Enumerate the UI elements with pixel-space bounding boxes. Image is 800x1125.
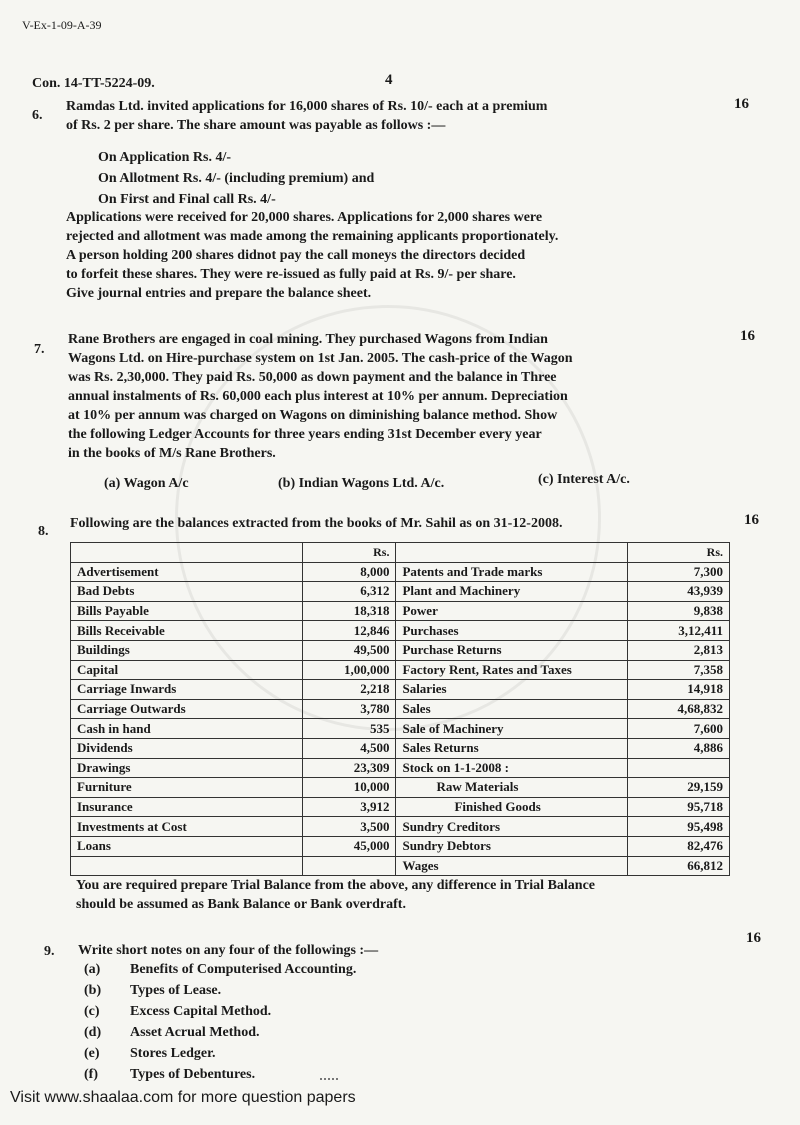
q6-payment: On First and Final call Rs. 4/- — [98, 192, 276, 207]
q6-body-line: Applications were received for 20,000 shares. Applications for 2,000 shares were — [66, 210, 543, 225]
list-item-text: Stores Ledger. — [130, 1046, 216, 1061]
list-item-text: Types of Lease. — [130, 983, 222, 998]
q6-body-line: Give journal entries and prepare the balance sheet. — [66, 286, 372, 301]
table-cell: 7,600 — [628, 719, 730, 739]
table-row — [71, 758, 730, 778]
q9-list — [84, 962, 356, 1088]
table-cell: 82,476 — [628, 836, 730, 856]
q7-line: at 10% per annum was charged on Wagons on diminishing balance method. Show — [68, 408, 558, 423]
table-header-cell — [71, 543, 303, 563]
table-header-cell — [396, 543, 628, 563]
q9-marks: 16 — [746, 930, 761, 946]
list-item-key: (e) — [84, 1046, 100, 1061]
q7-number: 7. — [34, 342, 45, 357]
con-number: Con. 14-TT-5224-09. — [32, 76, 155, 91]
table-cell: 4,68,832 — [628, 699, 730, 719]
table-cell: 95,498 — [628, 817, 730, 837]
table-cell: Salaries — [396, 680, 628, 700]
q7-line: the following Ledger Accounts for three years ending 31st December every year — [68, 427, 542, 442]
table-cell: Sundry Creditors — [396, 817, 628, 837]
table-cell: Factory Rent, Rates and Taxes — [396, 660, 628, 680]
table-cell: 3,500 — [302, 817, 396, 837]
table-cell: Wages — [396, 856, 628, 876]
table-cell: 45,000 — [302, 836, 396, 856]
q8-intro: Following are the balances extracted from the books of Mr. Sahil as on 31-12-2008. — [70, 516, 563, 531]
table-cell: Raw Materials — [396, 778, 628, 798]
table-cell: Stock on 1-1-2008 : — [396, 758, 628, 778]
q8-marks: 16 — [744, 512, 759, 528]
q6-payment: On Allotment Rs. 4/- (including premium) and — [98, 171, 375, 186]
table-cell: Sales — [396, 699, 628, 719]
list-item-text: Asset Acrual Method. — [130, 1025, 260, 1040]
table-cell: 49,500 — [302, 640, 396, 660]
table-cell: Advertisement — [71, 562, 303, 582]
q8-after-line: should be assumed as Bank Balance or Bank overdraft. — [76, 897, 406, 912]
table-header-cell: Rs. — [302, 543, 396, 563]
table-cell: Plant and Machinery — [396, 582, 628, 602]
table-header-cell: Rs. — [628, 543, 730, 563]
table-cell: 3,912 — [302, 797, 396, 817]
divider — [320, 1078, 338, 1080]
q8-after-line: You are required prepare Trial Balance from the above, any difference in Trial Balance — [76, 878, 596, 893]
table-cell: Carriage Outwards — [71, 699, 303, 719]
q6-line: of Rs. 2 per share. The share amount was payable as follows :— — [66, 118, 446, 133]
table-row — [71, 621, 730, 641]
q7-line: annual instalments of Rs. 60,000 each plus interest at 10% per annum. Depreciation — [68, 389, 568, 404]
q8-number: 8. — [38, 524, 49, 539]
list-item — [84, 1046, 356, 1067]
q7-option-a: (a) Wagon A/c — [104, 476, 189, 491]
q9-intro: Write short notes on any four of the followings :— — [78, 943, 379, 958]
table-cell — [302, 856, 396, 876]
q7-line: Wagons Ltd. on Hire-purchase system on 1st Jan. 2005. The cash-price of the Wagon — [68, 351, 573, 366]
list-item-key: (c) — [84, 1004, 100, 1019]
table-cell: Carriage Inwards — [71, 680, 303, 700]
table-cell: 29,159 — [628, 778, 730, 798]
table-cell: 7,358 — [628, 660, 730, 680]
table-row — [71, 836, 730, 856]
table-row — [71, 719, 730, 739]
table-cell: Purchase Returns — [396, 640, 628, 660]
list-item — [84, 1004, 356, 1025]
list-item — [84, 1025, 356, 1046]
q6-line: Ramdas Ltd. invited applications for 16,000 shares of Rs. 10/- each at a premium — [66, 99, 548, 114]
q6-statement — [66, 97, 547, 135]
table-row — [71, 856, 730, 876]
list-item — [84, 1067, 356, 1088]
table-cell: 7,300 — [628, 562, 730, 582]
table-cell: 66,812 — [628, 856, 730, 876]
table-cell: Sale of Machinery — [396, 719, 628, 739]
list-item — [84, 962, 356, 983]
page-number: 4 — [385, 72, 393, 88]
q6-marks: 16 — [734, 96, 749, 112]
q7-line: in the books of M/s Rane Brothers. — [68, 446, 276, 461]
table-row — [71, 640, 730, 660]
table-row — [71, 562, 730, 582]
table-cell: Bills Receivable — [71, 621, 303, 641]
table-cell: 3,12,411 — [628, 621, 730, 641]
table-cell: Dividends — [71, 738, 303, 758]
table-cell — [71, 856, 303, 876]
list-item-key: (f) — [84, 1067, 98, 1082]
balances-table — [70, 542, 730, 876]
list-item — [84, 983, 356, 1004]
table-cell: Capital — [71, 660, 303, 680]
table-cell: 4,500 — [302, 738, 396, 758]
table-cell: 6,312 — [302, 582, 396, 602]
table-cell: 10,000 — [302, 778, 396, 798]
q6-body-line: rejected and allotment was made among the remaining applicants proportionately. — [66, 229, 559, 244]
table-row — [71, 738, 730, 758]
table-row — [71, 660, 730, 680]
q7-marks: 16 — [740, 328, 755, 344]
table-row — [71, 680, 730, 700]
table-cell: Bills Payable — [71, 601, 303, 621]
table-cell: Sundry Debtors — [396, 836, 628, 856]
list-item-text: Excess Capital Method. — [130, 1004, 272, 1019]
table-cell: Power — [396, 601, 628, 621]
table-cell: 4,886 — [628, 738, 730, 758]
q7-line: was Rs. 2,30,000. They paid Rs. 50,000 as down payment and the balance in Three — [68, 370, 557, 385]
list-item-text: Types of Debentures. — [130, 1067, 256, 1082]
q6-body — [66, 208, 558, 303]
table-cell: Furniture — [71, 778, 303, 798]
table-cell: Finished Goods — [396, 797, 628, 817]
balances-table-body — [71, 562, 730, 876]
table-cell: Buildings — [71, 640, 303, 660]
table-row — [71, 797, 730, 817]
q6-body-line: A person holding 200 shares didnot pay the call moneys the directors decided — [66, 248, 526, 263]
table-cell: 3,780 — [302, 699, 396, 719]
table-cell: 23,309 — [302, 758, 396, 778]
list-item-key: (a) — [84, 962, 101, 977]
list-item-key: (b) — [84, 983, 102, 998]
table-row — [71, 778, 730, 798]
q7-line: Rane Brothers are engaged in coal mining. They purchased Wagons from Indian — [68, 332, 548, 347]
table-cell: 535 — [302, 719, 396, 739]
table-cell: Patents and Trade marks — [396, 562, 628, 582]
table-cell: 1,00,000 — [302, 660, 396, 680]
table-cell: 8,000 — [302, 562, 396, 582]
q7-option-b: (b) Indian Wagons Ltd. A/c. — [278, 476, 445, 491]
table-cell: 9,838 — [628, 601, 730, 621]
list-item-key: (d) — [84, 1025, 102, 1040]
table-cell: 95,718 — [628, 797, 730, 817]
q6-payments — [98, 148, 374, 209]
table-row — [71, 582, 730, 602]
table-row — [71, 601, 730, 621]
q6-body-line: to forfeit these shares. They were re-issued as fully paid at Rs. 9/- per share. — [66, 267, 516, 282]
table-cell: Bad Debts — [71, 582, 303, 602]
q7-option-c: (c) Interest A/c. — [538, 472, 630, 487]
table-cell: Drawings — [71, 758, 303, 778]
q7-statement — [68, 330, 573, 463]
table-cell: Purchases — [396, 621, 628, 641]
table-cell: 43,939 — [628, 582, 730, 602]
list-item-text: Benefits of Computerised Accounting. — [130, 962, 357, 977]
table-cell: 18,318 — [302, 601, 396, 621]
q6-payment: On Application Rs. 4/- — [98, 150, 232, 165]
table-cell: Insurance — [71, 797, 303, 817]
table-cell: 2,813 — [628, 640, 730, 660]
table-cell: Loans — [71, 836, 303, 856]
q6-number: 6. — [32, 108, 43, 123]
table-row — [71, 817, 730, 837]
table-row — [71, 699, 730, 719]
footer-text: Visit www.shaalaa.com for more question papers — [10, 1089, 356, 1106]
table-cell: 14,918 — [628, 680, 730, 700]
table-cell: Cash in hand — [71, 719, 303, 739]
q8-instructions — [76, 876, 595, 914]
table-cell — [628, 758, 730, 778]
table-cell: 2,218 — [302, 680, 396, 700]
paper-code: V-Ex-1-09-A-39 — [22, 18, 102, 32]
table-cell: Sales Returns — [396, 738, 628, 758]
table-cell: 12,846 — [302, 621, 396, 641]
q9-number: 9. — [44, 944, 55, 959]
table-header-row — [71, 543, 730, 563]
table-cell: Investments at Cost — [71, 817, 303, 837]
